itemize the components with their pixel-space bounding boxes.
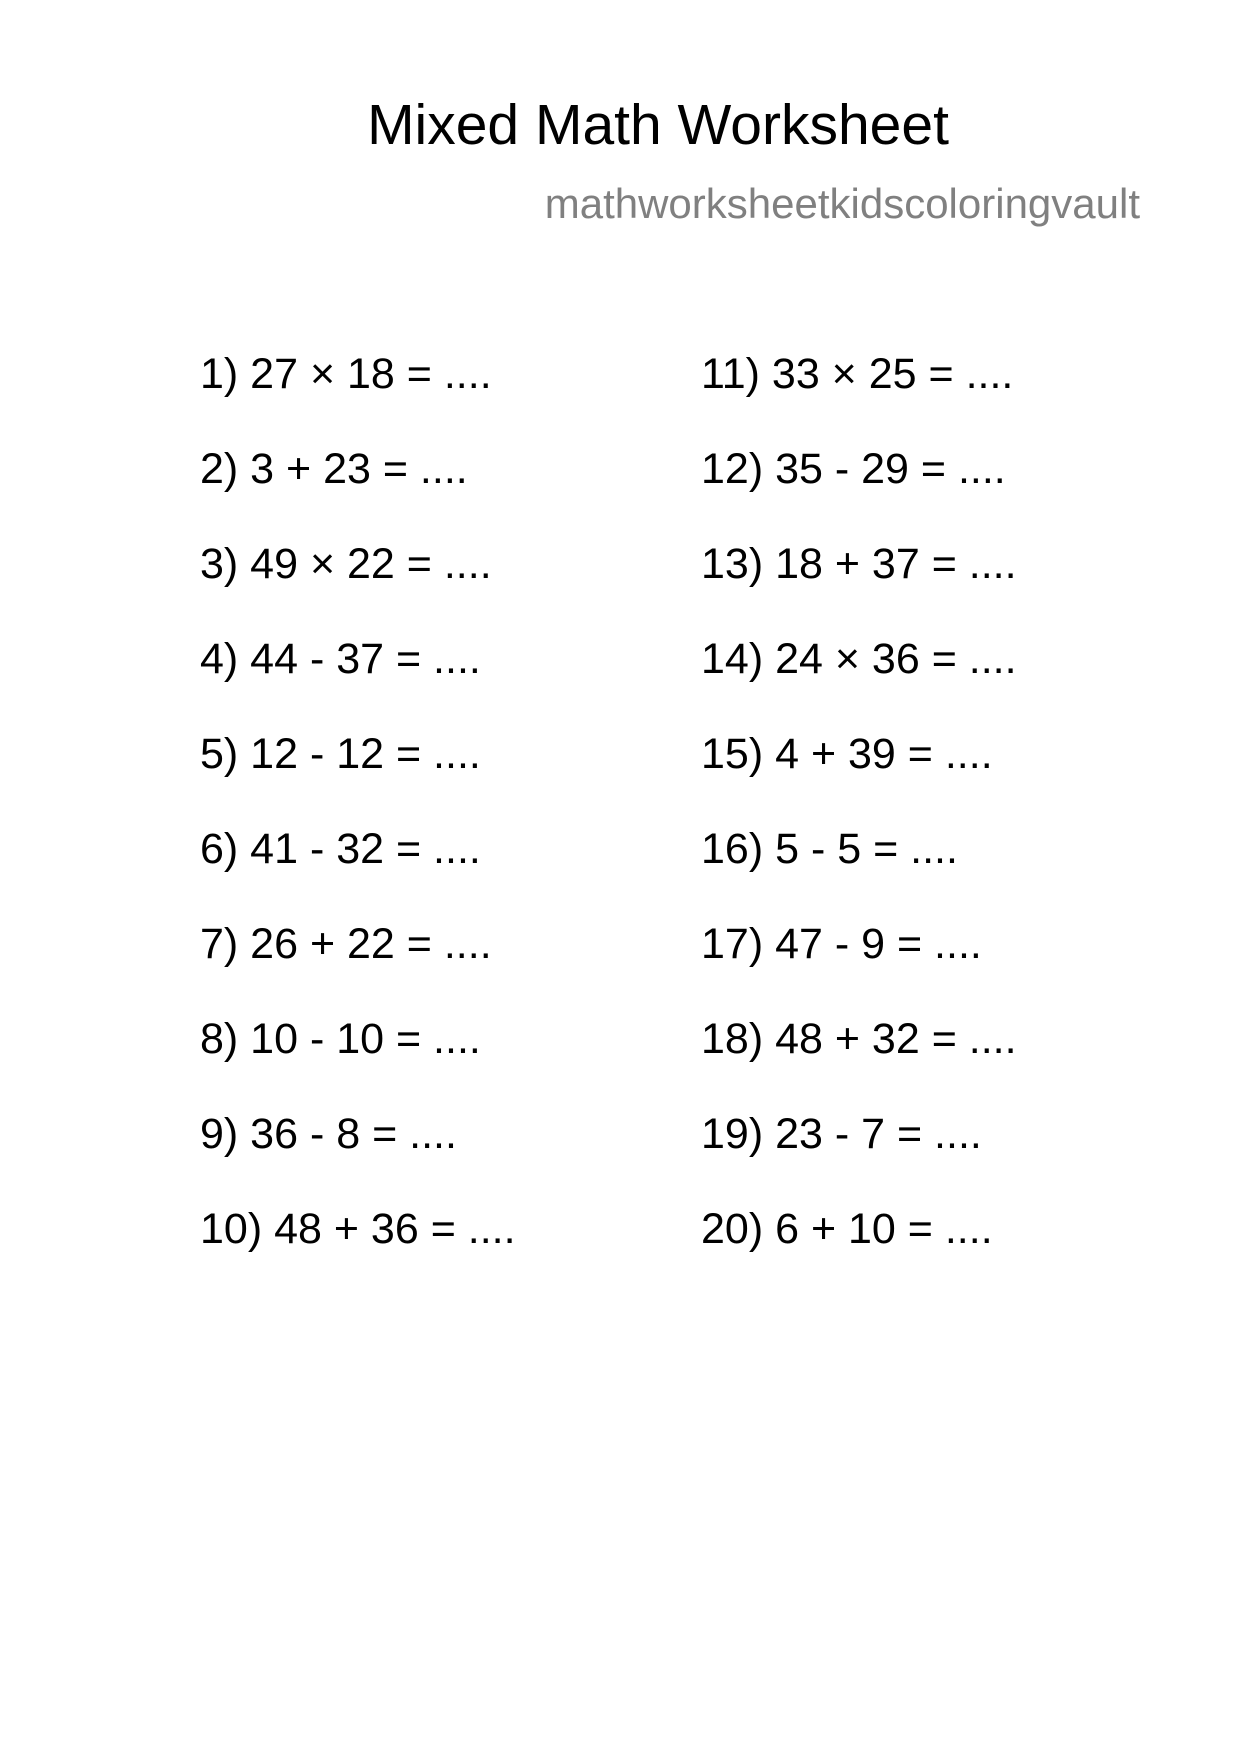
problem-column-left xyxy=(200,350,516,1303)
problem-18: 18) 48 + 32 = .... xyxy=(701,1015,1017,1063)
problem-15: 15) 4 + 39 = .... xyxy=(701,730,993,778)
problem-17: 17) 47 - 9 = .... xyxy=(701,920,982,968)
worksheet-subtitle: mathworksheetkidscoloringvault xyxy=(544,180,1140,227)
problem-column-right xyxy=(701,350,1017,1303)
problem-19: 19) 23 - 7 = .... xyxy=(701,1110,982,1158)
problem-5: 5) 12 - 12 = .... xyxy=(200,730,481,778)
problem-6: 6) 41 - 32 = .... xyxy=(200,825,481,873)
problem-20: 20) 6 + 10 = .... xyxy=(701,1205,993,1253)
problem-14: 14) 24 × 36 = .... xyxy=(701,635,1017,683)
problem-11: 11) 33 × 25 = .... xyxy=(701,350,1014,398)
worksheet-title: Mixed Math Worksheet xyxy=(367,93,949,157)
problem-16: 16) 5 - 5 = .... xyxy=(701,825,958,873)
problem-13: 13) 18 + 37 = .... xyxy=(701,540,1017,588)
problem-4: 4) 44 - 37 = .... xyxy=(200,635,481,683)
problem-9: 9) 36 - 8 = .... xyxy=(200,1110,457,1158)
problem-2: 2) 3 + 23 = .... xyxy=(200,445,468,493)
problem-10: 10) 48 + 36 = .... xyxy=(200,1205,516,1253)
problem-1: 1) 27 × 18 = .... xyxy=(200,350,492,398)
problem-12: 12) 35 - 29 = .... xyxy=(701,445,1006,493)
problem-8: 8) 10 - 10 = .... xyxy=(200,1015,481,1063)
problem-3: 3) 49 × 22 = .... xyxy=(200,540,492,588)
problem-7: 7) 26 + 22 = .... xyxy=(200,920,492,968)
